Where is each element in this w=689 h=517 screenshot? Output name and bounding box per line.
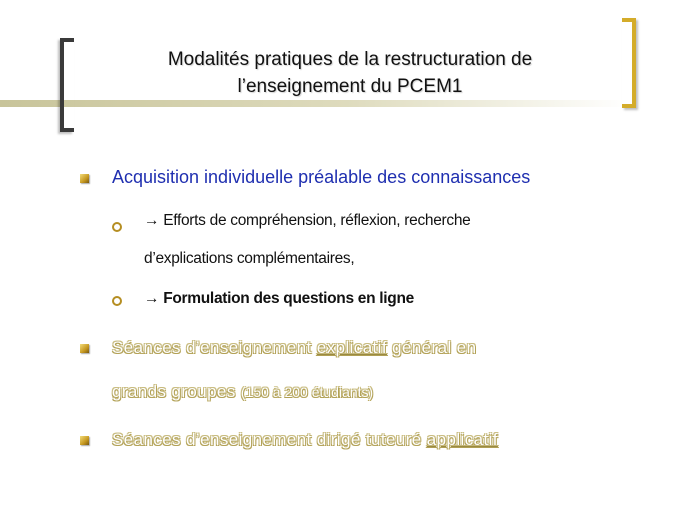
subbullet-1-line-1: → Efforts de compréhension, réflexion, recherche <box>144 212 471 229</box>
bullet-3-text <box>112 430 498 450</box>
bullet-2-text-c: général en <box>386 338 477 357</box>
square-bullet-icon <box>80 436 89 445</box>
bullet-2-line-2 <box>112 382 373 402</box>
subbullet-2-arrow: → <box>144 290 164 307</box>
bullet-2-line-1 <box>112 338 476 358</box>
bullet-3-text-a: Séances d’enseignement dirigé tuteuré <box>112 430 427 449</box>
bullet-2-text-d: grands groupes <box>112 382 241 401</box>
square-bullet-icon <box>80 174 89 183</box>
right-bracket-decoration <box>622 18 636 108</box>
square-bullet-icon <box>80 344 89 353</box>
bullet-1-text: Acquisition individuelle préalable des connaissances <box>112 167 531 187</box>
subbullet-1-line-2: d’explications complémentaires, <box>144 250 355 267</box>
subbullet-2-bold: Formulation des questions en ligne <box>163 290 414 307</box>
subbullet-2-text <box>144 290 414 308</box>
title-line-2: l’enseignement du PCEM1 <box>237 76 463 97</box>
ring-bullet-icon <box>112 296 122 306</box>
left-bracket-decoration <box>60 38 74 132</box>
slide-title <box>90 46 610 100</box>
bullet-2-text-a: Séances d’enseignement <box>112 338 317 357</box>
title-underline <box>0 100 630 107</box>
title-line-1: Modalités pratiques de la restructuration de <box>167 49 533 70</box>
ring-bullet-icon <box>112 222 122 232</box>
bullet-3-link-applicatif[interactable]: applicatif <box>426 430 498 449</box>
bullet-2-text-e: (150 à 200 étudiants) <box>240 384 374 400</box>
bullet-2-link-explicatif[interactable]: explicatif <box>316 338 387 357</box>
